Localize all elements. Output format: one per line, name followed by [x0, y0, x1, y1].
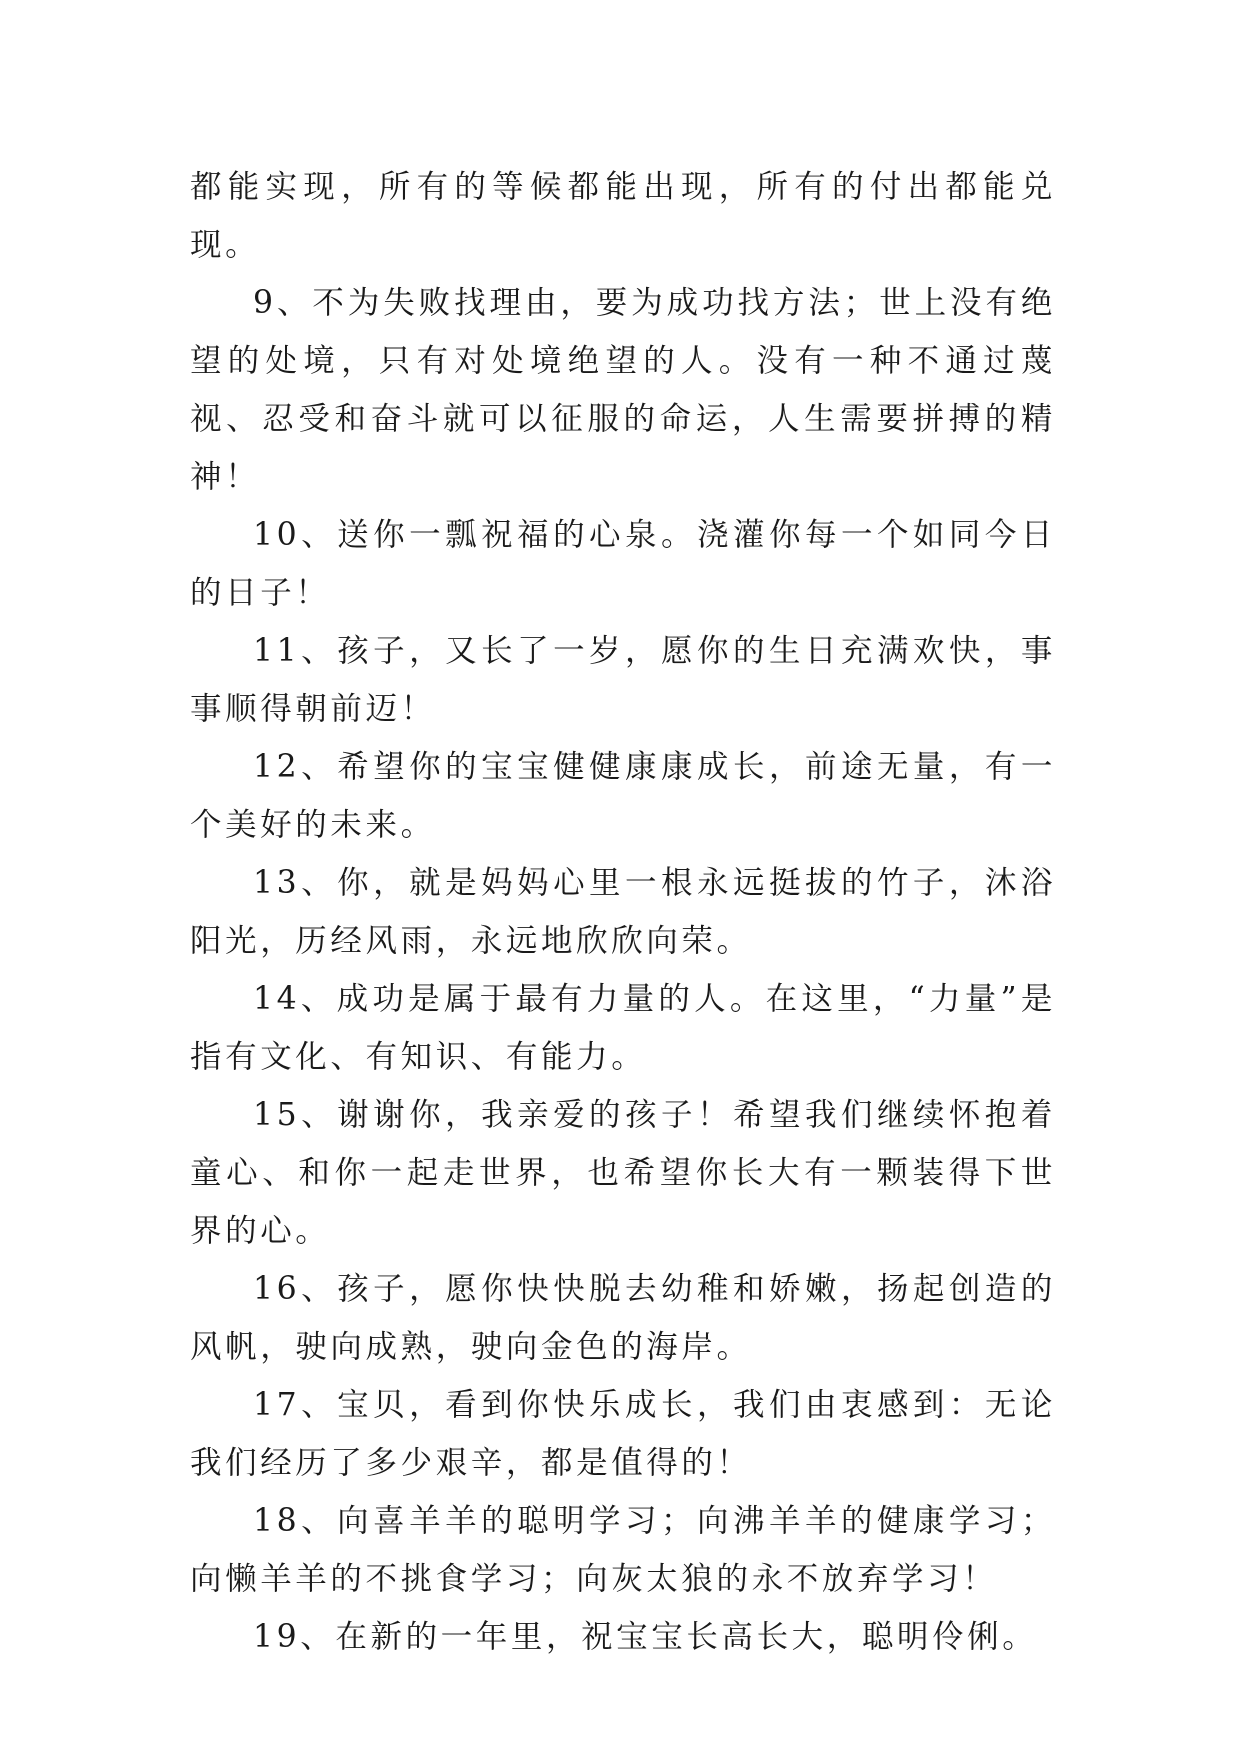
paragraph-item-16: 16、孩子，愿你快快脱去幼稚和娇嫩，扬起创造的风帆，驶向成熟，驶向金色的海岸。: [190, 1271, 1056, 1365]
paragraph-item-12: 12、希望你的宝宝健健康康成长，前途无量，有一个美好的未来。: [190, 749, 1056, 843]
paragraph-item-18: 18、向喜羊羊的聪明学习；向沸羊羊的健康学习；向懒羊羊的不挑食学习；向灰太狼的永不放弃学习！: [190, 1503, 1056, 1597]
document-body: [190, 158, 1056, 1666]
paragraph-item-17: 17、宝贝，看到你快乐成长，我们由衷感到：无论我们经历了多少艰辛，都是值得的！: [190, 1387, 1056, 1481]
paragraph-item-10: 10、送你一瓢祝福的心泉。浇灌你每一个如同今日的日子！: [190, 517, 1056, 611]
paragraph-continuation: 都能实现，所有的等候都能出现，所有的付出都能兑现。: [190, 169, 1056, 263]
paragraph-item-14: 14、成功是属于最有力量的人。在这里，“力量”是指有文化、有知识、有能力。: [190, 981, 1056, 1075]
paragraph-item-13: 13、你，就是妈妈心里一根永远挺拔的竹子，沐浴阳光，历经风雨，永远地欣欣向荣。: [190, 865, 1056, 959]
paragraph-item-9: 9、不为失败找理由，要为成功找方法；世上没有绝望的处境，只有对处境绝望的人。没有一种不通过蔑视、忍受和奋斗就可以征服的命运，人生需要拼搏的精神！: [190, 285, 1056, 495]
paragraph-item-15: 15、谢谢你，我亲爱的孩子！希望我们继续怀抱着童心、和你一起走世界，也希望你长大有一颗装得下世界的心。: [190, 1097, 1056, 1249]
paragraph-item-11: 11、孩子，又长了一岁，愿你的生日充满欢快，事事顺得朝前迈！: [190, 633, 1056, 727]
paragraph-item-19: 19、在新的一年里，祝宝宝长高长大，聪明伶俐。: [253, 1619, 1038, 1655]
